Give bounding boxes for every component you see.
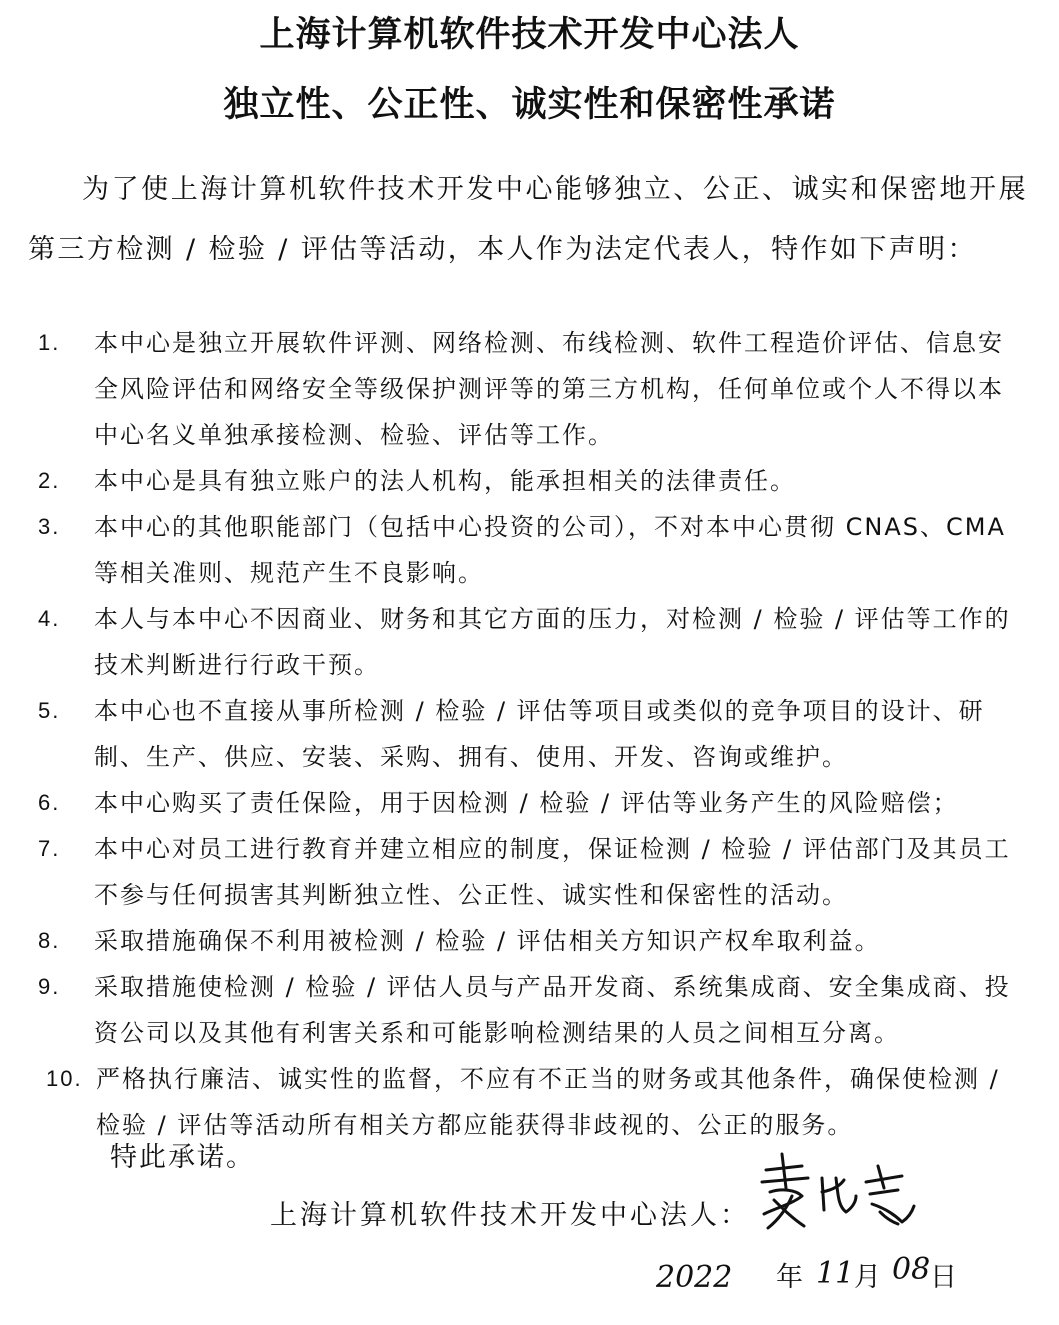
item-text: 采取措施确保不利用被检测 / 检验 / 评估相关方知识产权牟取利益。 — [94, 927, 881, 955]
list-item — [38, 688, 1028, 780]
list-item — [38, 320, 1028, 458]
item-number: 9. — [38, 974, 61, 999]
item-text: 本中心的其他职能部门（包括中心投资的公司），不对本中心贯彻 CNAS、CMA 等相关准则、规范产生不良影响。 — [94, 513, 1006, 587]
item-number: 10. — [46, 1066, 83, 1091]
signatory-label: 上海计算机软件技术开发中心法人： — [270, 1200, 750, 1231]
item-text: 本中心是独立开展软件评测、网络检测、布线检测、软件工程造价评估、信息安全风险评估和网络安全等级保护测评等的第三方机构，任何单位或个人不得以本中心名义单独承接检测、检验、评估等工作。 — [94, 329, 1004, 449]
document-title-line1: 上海计算机软件技术开发中心法人 — [259, 15, 800, 55]
document-title-line2: 独立性、公正性、诚实性和保密性承诺 — [223, 85, 836, 125]
closing-statement: 特此承诺。 — [110, 1142, 255, 1173]
item-text: 本中心是具有独立账户的法人机构，能承担相关的法律责任。 — [94, 467, 796, 495]
date-day: 08 — [892, 1252, 931, 1287]
date-month: 11 — [816, 1256, 855, 1291]
list-item — [38, 918, 1028, 964]
list-item — [38, 504, 1028, 596]
date-year: 2022 — [656, 1260, 733, 1295]
date-month-label: 月 — [854, 1262, 881, 1293]
list-item — [38, 780, 1028, 826]
item-number: 4. — [38, 606, 61, 631]
item-number: 8. — [38, 928, 61, 953]
commitment-list — [38, 320, 1028, 1148]
handwritten-signature — [752, 1148, 922, 1238]
item-text: 本中心也不直接从事所检测 / 检验 / 评估等项目或类似的竞争项目的设计、研制、生产、供应、安装、采购、拥有、使用、开发、咨询或维护。 — [94, 697, 985, 771]
item-number: 3. — [38, 514, 61, 539]
list-item — [38, 826, 1028, 918]
list-item — [38, 458, 1028, 504]
item-text: 本人与本中心不因商业、财务和其它方面的压力，对检测 / 检验 / 评估等工作的技术判断进行行政干预。 — [94, 605, 1011, 679]
item-number: 5. — [38, 698, 61, 723]
item-text: 本中心对员工进行教育并建立相应的制度，保证检测 / 检验 / 评估部门及其员工不参与任何损害其判断独立性、公正性、诚实性和保密性的活动。 — [94, 835, 1011, 909]
list-item — [38, 596, 1028, 688]
list-item — [38, 1056, 1028, 1148]
date-year-label: 年 — [776, 1262, 803, 1293]
signature-date — [648, 1254, 978, 1300]
item-text: 采取措施使检测 / 检验 / 评估人员与产品开发商、系统集成商、安全集成商、投资公司以及其他有利害关系和可能影响检测结果的人员之间相互分离。 — [94, 973, 1011, 1047]
item-number: 1. — [38, 330, 61, 355]
item-text: 严格执行廉洁、诚实性的监督，不应有不正当的财务或其他条件，确保使检测 / 检验 / 评估等活动所有相关方都应能获得非歧视的、公正的服务。 — [96, 1065, 1000, 1139]
list-item — [38, 964, 1028, 1056]
intro-paragraph: 为了使上海计算机软件技术开发中心能够独立、公正、诚实和保密地开展第三方检测 / 检验 / 评估等活动，本人作为法定代表人，特作如下声明： — [28, 174, 1028, 265]
item-number: 7. — [38, 836, 61, 861]
item-number: 6. — [38, 790, 61, 815]
item-number: 2. — [38, 468, 61, 493]
item-text: 本中心购买了责任保险，用于因检测 / 检验 / 评估等业务产生的风险赔偿； — [94, 789, 959, 817]
date-day-label: 日 — [930, 1262, 957, 1293]
